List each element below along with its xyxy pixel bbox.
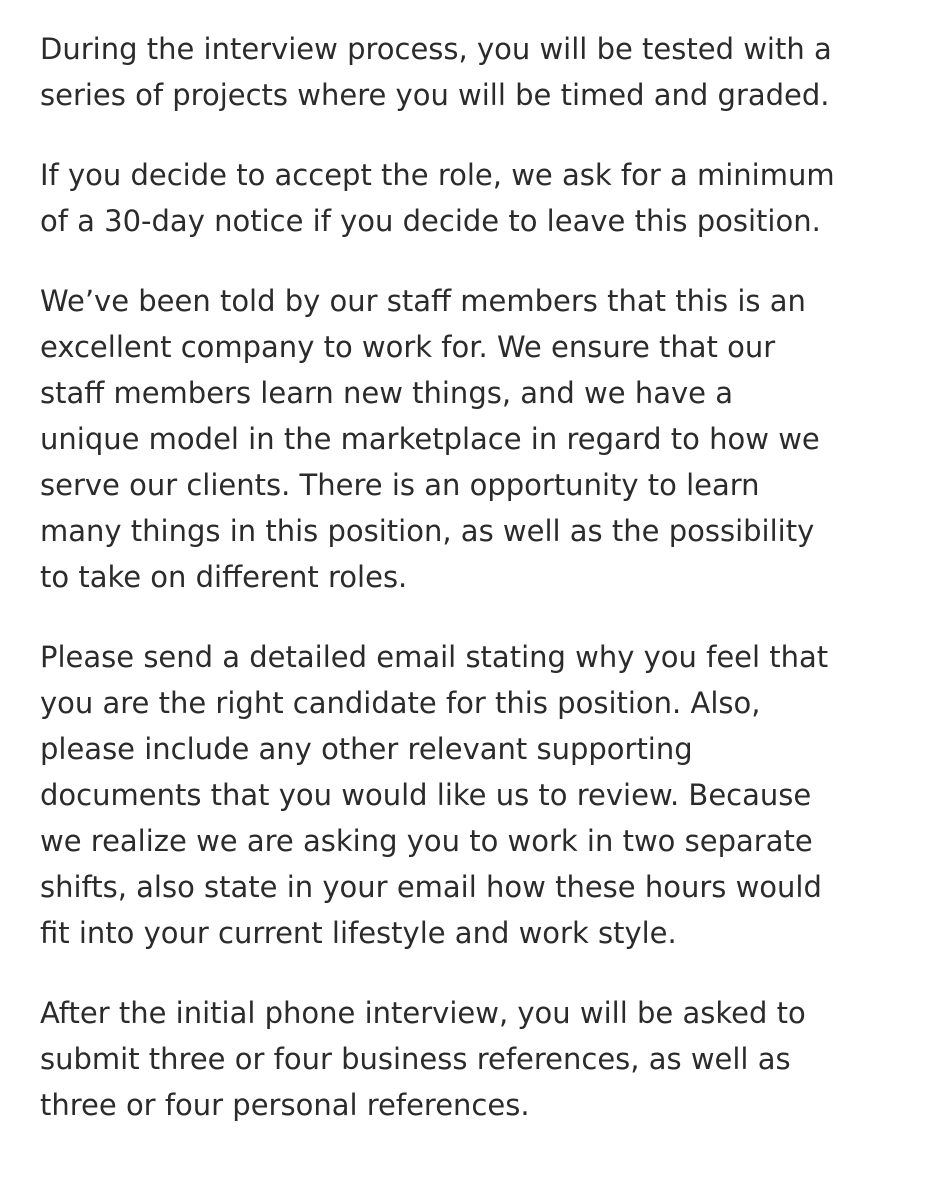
document-body — [40, 26, 920, 1162]
text-line: serve our clients. There is an opportunity to learn — [40, 468, 760, 502]
paragraph-references — [40, 990, 920, 1128]
text-line: unique model in the marketplace in regard to how we — [40, 422, 820, 456]
text-line: to take on different roles. — [40, 560, 408, 594]
text-line: We’ve been told by our staff members that this is an — [40, 284, 806, 318]
text-line: of a 30-day notice if you decide to leave this position. — [40, 204, 821, 238]
text-line: we realize we are asking you to work in two separate — [40, 824, 813, 858]
text-line: After the initial phone interview, you will be asked to — [40, 996, 806, 1030]
text-line: During the interview process, you will be tested with a — [40, 32, 832, 66]
text-line: three or four personal references. — [40, 1088, 530, 1122]
text-line: documents that you would like us to review. Because — [40, 778, 812, 812]
text-line: Please send a detailed email stating why you feel that — [40, 640, 829, 674]
text-line: please include any other relevant supporting — [40, 732, 693, 766]
paragraph-notice-period — [40, 152, 920, 244]
text-line: shifts, also state in your email how these hours would — [40, 870, 822, 904]
paragraph-application-instructions — [40, 634, 920, 956]
text-line: many things in this position, as well as the possibility — [40, 514, 815, 548]
text-line: you are the right candidate for this position. Also, — [40, 686, 761, 720]
text-line: fit into your current lifestyle and work style. — [40, 916, 677, 950]
text-line: If you decide to accept the role, we ask for a minimum — [40, 158, 835, 192]
text-line: submit three or four business references, as well as — [40, 1042, 791, 1076]
paragraph-company-description — [40, 278, 920, 600]
text-line: excellent company to work for. We ensure that our — [40, 330, 776, 364]
text-line: series of projects where you will be timed and graded. — [40, 78, 830, 112]
text-line: staff members learn new things, and we have a — [40, 376, 733, 410]
paragraph-interview-process — [40, 26, 920, 118]
